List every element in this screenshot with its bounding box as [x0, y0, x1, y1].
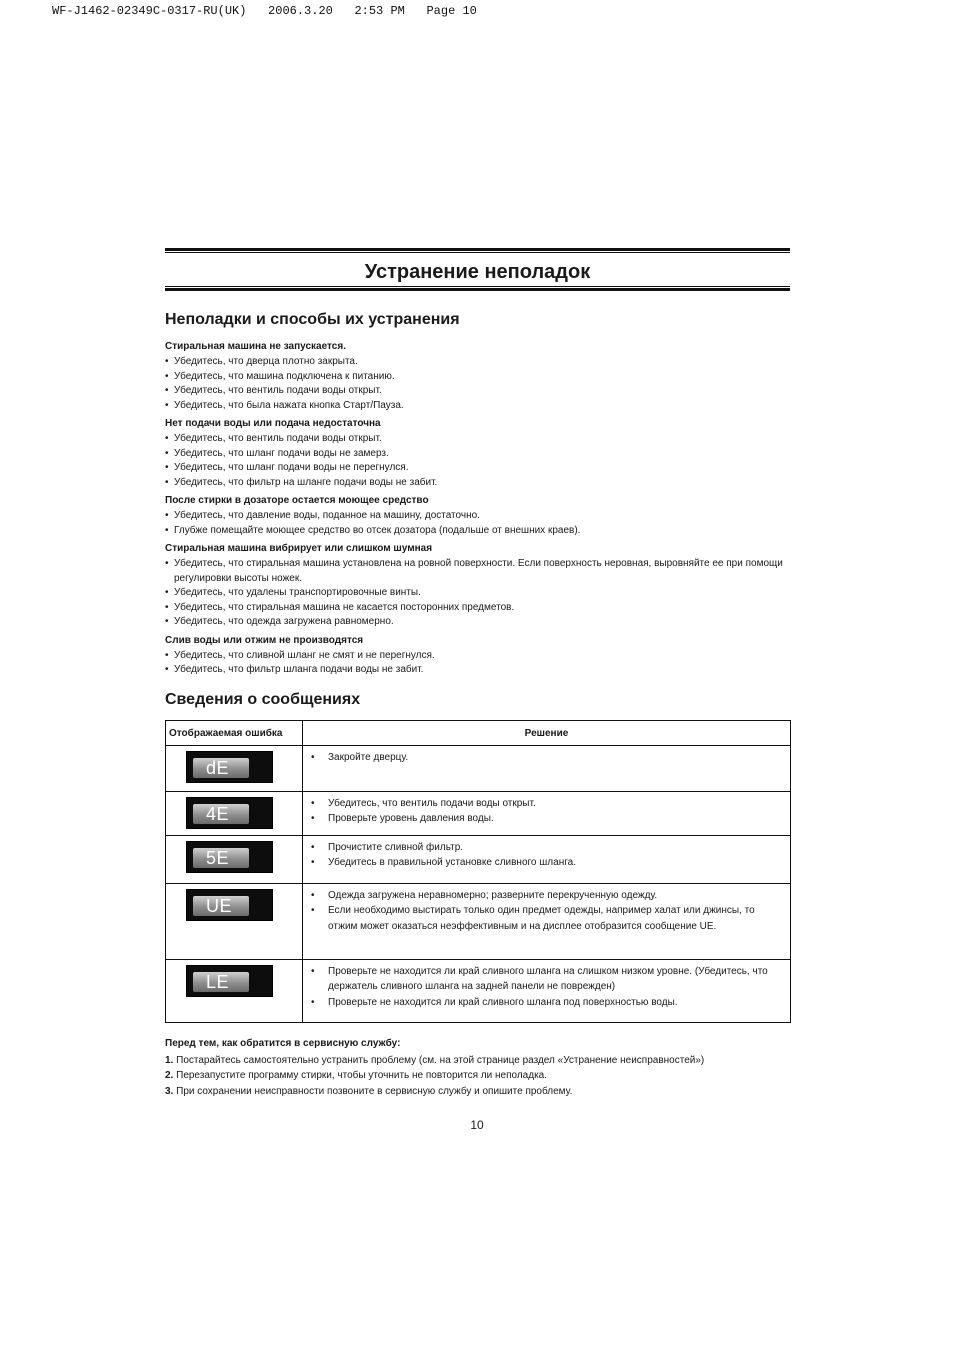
service-steps [165, 1053, 790, 1100]
error-display-cell [166, 745, 303, 791]
table-header-row [166, 720, 791, 745]
error-display-icon [186, 751, 273, 783]
error-code: UE [206, 895, 233, 916]
list-item [165, 1084, 790, 1100]
list-item: • Убедитесь, что вентиль подачи воды открыт. [311, 796, 782, 812]
title-rule-top [165, 248, 790, 253]
table-row [166, 745, 791, 791]
trouble-group-list [165, 649, 790, 678]
error-display-cell [166, 883, 303, 959]
list-item: • Прочистите сливной фильтр. [311, 840, 782, 856]
title-rule-bottom [165, 286, 790, 291]
error-display-cell [166, 791, 303, 835]
messages-heading: Сведения о сообщениях [165, 690, 361, 708]
list-item: • Проверьте не находится ли край сливного шланга под поверхностью воды. [311, 995, 782, 1011]
step-number: 2. [165, 1070, 174, 1081]
solution-list [311, 750, 782, 766]
list-item: • Убедитесь, что сливной шланг не смят и не перегнулся. [165, 649, 790, 664]
table-row [166, 883, 791, 959]
solution-list [311, 888, 782, 935]
step-text: Перезапустите программу стирки, чтобы уточнить не повторится ли неполадка. [176, 1070, 547, 1081]
error-code: 5E [206, 847, 230, 868]
solution-list [311, 840, 782, 871]
list-item: • Убедитесь, что была нажата кнопка Старт/Пауза. [165, 399, 790, 414]
error-display-icon [186, 841, 273, 873]
list-item: • Глубже помещайте моющее средство во отсек дозатора (подальше от внешних краев). [165, 524, 790, 539]
list-item: • Проверьте не находится ли край сливного шланга на слишком низком уровне. (Убедитесь, что держатель сливного шланга на задней панели не поврежден) [311, 964, 782, 995]
error-display-cell [166, 959, 303, 1022]
list-item: • Убедитесь, что стиральная машина не касается посторонних предметов. [165, 601, 790, 616]
list-item: • Убедитесь в правильной установке сливного шланга. [311, 855, 782, 871]
error-code: LE [206, 971, 230, 992]
trouble-group-title: Стиральная машина вибрирует или слишком шумная [165, 543, 433, 554]
list-item: • Одежда загружена неравномерно; разверните перекрученную одежду. [311, 888, 782, 904]
error-display-icon [186, 797, 273, 829]
error-display-cell [166, 835, 303, 883]
error-messages-table [165, 720, 791, 1023]
page-title: Устранение неполадок [364, 261, 591, 283]
solution-cell [303, 791, 791, 835]
trouble-group-title: Нет подачи воды или подача недостаточна [165, 418, 381, 429]
solution-cell [303, 745, 791, 791]
list-item: • Убедитесь, что стиральная машина установлена на ровной поверхности. Если поверхность неровная, выровняйте ее при помощи регулировки высоты ножек. [165, 557, 790, 586]
page-content [165, 248, 790, 1099]
list-item: • Убедитесь, что фильтр на шланге подачи воды не забит. [165, 476, 790, 491]
step-text: Постарайтесь самостоятельно устранить проблему (см. на этой странице раздел «Устранение неисправностей») [176, 1054, 705, 1066]
list-item: • Убедитесь, что одежда загружена равномерно. [165, 615, 790, 630]
list-item [165, 1068, 790, 1084]
list-item: • Убедитесь, что вентиль подачи воды открыт. [165, 432, 790, 447]
error-code: dE [206, 757, 230, 778]
list-item: • Убедитесь, что шланг подачи воды не перегнулся. [165, 461, 790, 476]
list-item [165, 1053, 790, 1069]
solution-cell [303, 959, 791, 1022]
solution-cell [303, 883, 791, 959]
trouble-group-list [165, 432, 790, 490]
solution-cell [303, 835, 791, 883]
list-item: • Убедитесь, что фильтр шланга подачи воды не забит. [165, 663, 790, 678]
list-item: • Закройте дверцу. [311, 750, 782, 766]
step-number: 3. [165, 1085, 174, 1097]
table-row [166, 791, 791, 835]
solution-list [311, 796, 782, 827]
service-title: Перед тем, как обратится в сервисную службу: [165, 1037, 401, 1049]
list-item: • Убедитесь, что удалены транспортировочные винты. [165, 586, 790, 601]
step-text: При сохранении неисправности позвоните в сервисную службу и опишите проблему. [176, 1085, 573, 1097]
trouble-group-list [165, 509, 790, 538]
list-item: • Убедитесь, что вентиль подачи воды открыт. [165, 384, 790, 399]
page-number: 10 [470, 1118, 484, 1132]
column-header-error: Отображаемая ошибка [166, 720, 303, 745]
list-item: • Убедитесь, что давление воды, поданное на машину, достаточно. [165, 509, 790, 524]
list-item: • Убедитесь, что дверца плотно закрыта. [165, 355, 790, 370]
trouble-group-title: Слив воды или отжим не производятся [165, 634, 364, 646]
table-row [166, 959, 791, 1022]
column-header-solution: Решение [303, 720, 791, 745]
table-row [166, 835, 791, 883]
error-display-icon [186, 889, 273, 921]
solution-list [311, 964, 782, 1011]
list-item: • Убедитесь, что машина подключена к питанию. [165, 370, 790, 385]
error-display-icon [186, 965, 273, 997]
trouble-group-title: После стирки в дозаторе остается моющее средство [165, 495, 429, 506]
troubleshooting-list [165, 340, 790, 678]
list-item: • Если необходимо выстирать только один предмет одежды, например халат или джинсы, то отжим может оказаться неэффективным и на дисплее отобразится сообщение UE. [311, 903, 782, 934]
step-number: 1. [165, 1054, 174, 1066]
trouble-group-title: Стиральная машина не запускается. [165, 341, 346, 352]
list-item: • Убедитесь, что шланг подачи воды не замерз. [165, 447, 790, 462]
error-code: 4E [206, 803, 230, 824]
print-header: WF-J1462-02349C-0317-RU(UK) 2006.3.20 2:53 PM Page 10 [52, 4, 477, 18]
trouble-group-list [165, 355, 790, 413]
list-item: • Проверьте уровень давления воды. [311, 811, 782, 827]
troubleshooting-heading: Неполадки и способы их устранения [165, 311, 460, 328]
trouble-group-list [165, 557, 790, 630]
